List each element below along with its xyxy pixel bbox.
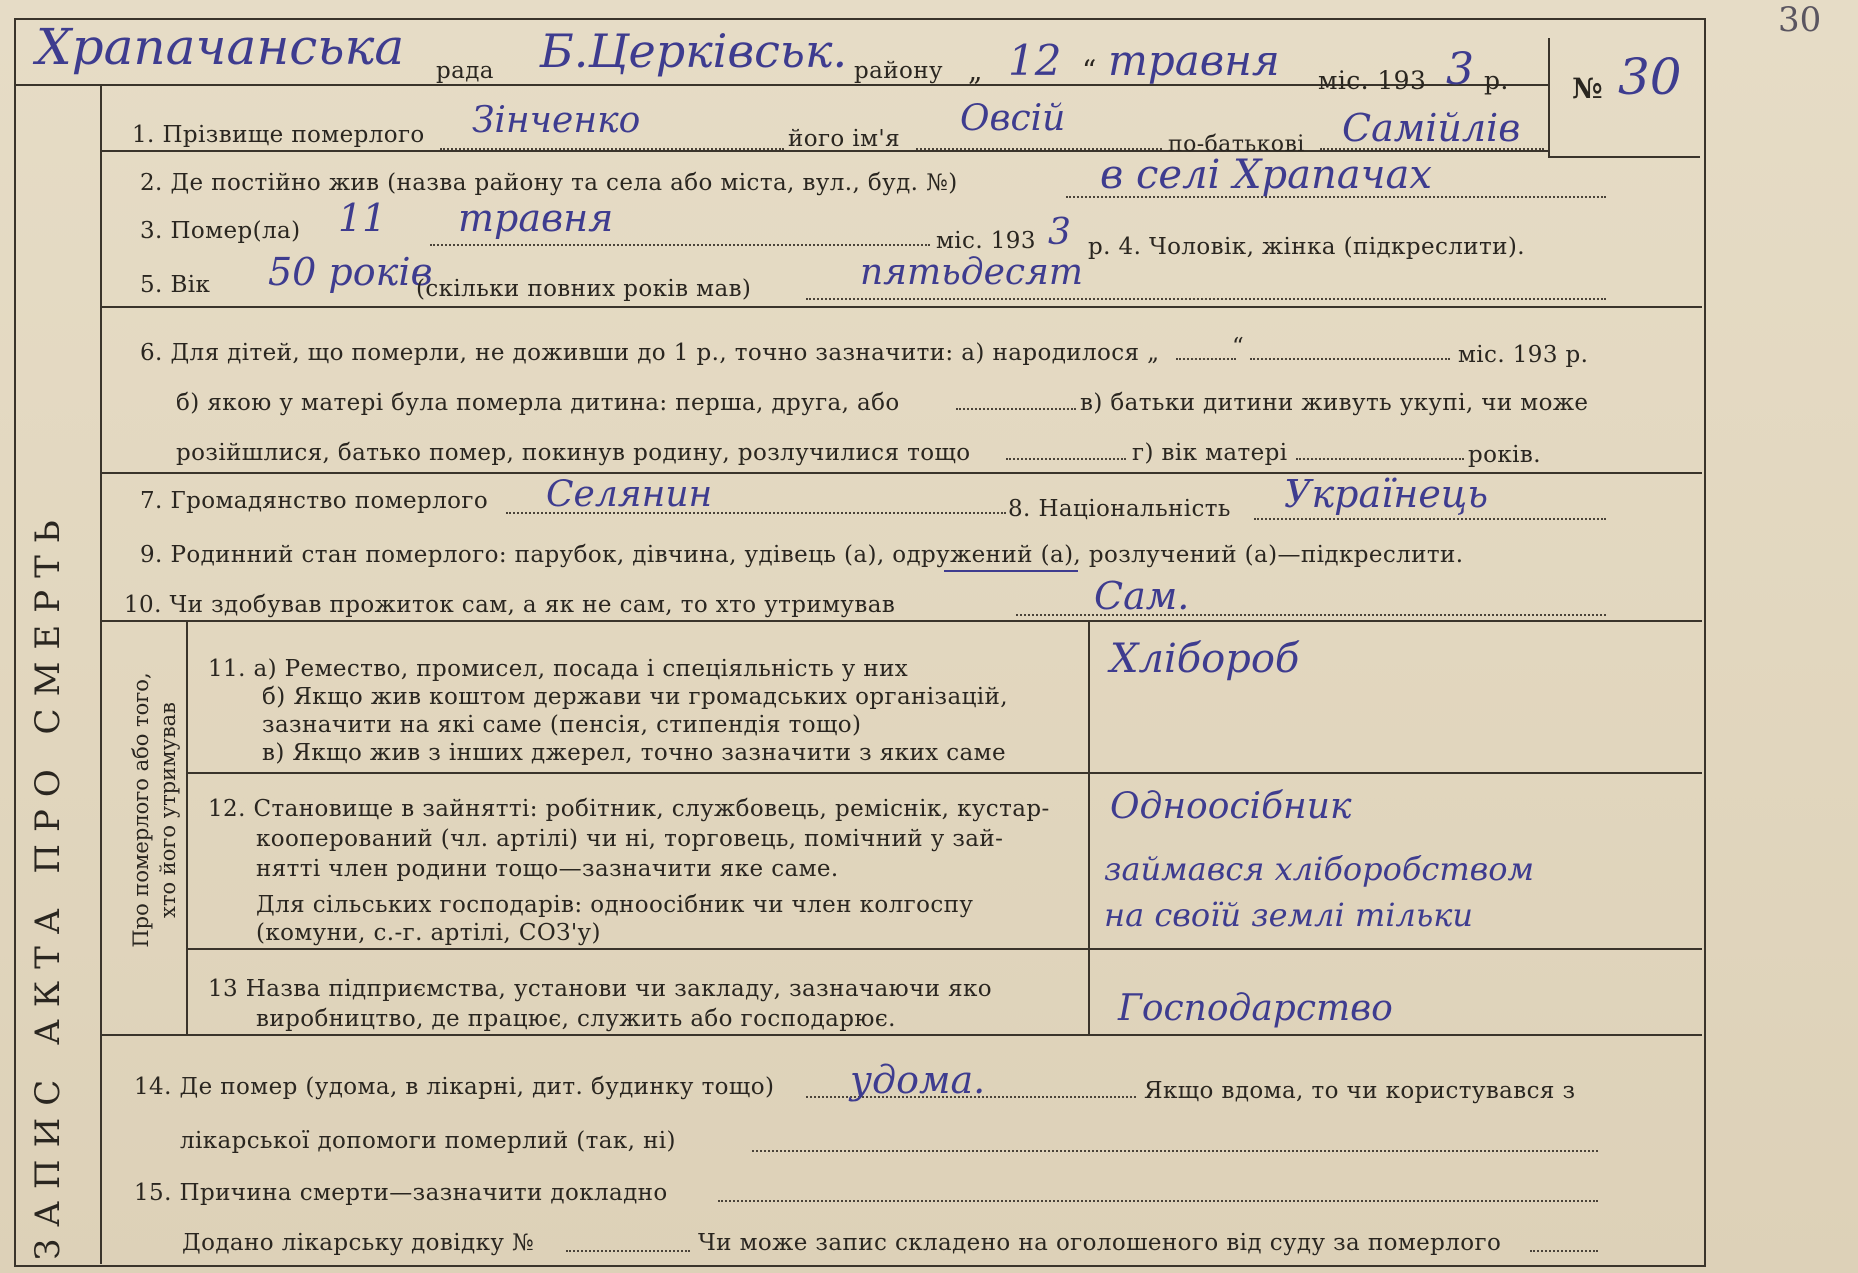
field-5-line — [806, 298, 1606, 300]
left-column-line — [100, 84, 102, 1014]
left-column-line-lower — [100, 1014, 102, 1264]
field-8-line — [1254, 518, 1606, 520]
field-14-label: 14. Де помер (удома, в лікарні, дит. будинку тощо) — [134, 1074, 775, 1100]
field-3-label: 3. Помер(ла) — [140, 218, 301, 244]
day-open-quote: „ — [968, 54, 983, 87]
field-16-line — [566, 1250, 690, 1252]
occupation-mid-line — [1088, 620, 1090, 1034]
death-day-hw: 11 — [338, 196, 387, 240]
field-12-line2: кооперований (чл. артілі) чи ні, торговець, помічний у зай- — [256, 826, 1004, 852]
age-hw: 50 років — [268, 250, 433, 294]
field-7-label: 7. Громадянство померлого — [140, 488, 489, 514]
employment-hw-2: займався хліборобством — [1104, 850, 1535, 888]
married-underline — [944, 570, 1078, 572]
occupation-hw: Хлібороб — [1110, 636, 1300, 682]
place-of-death-hw: удома. — [850, 1058, 986, 1102]
field-14b-line — [752, 1150, 1598, 1152]
death-month-year-label: міс. 193 — [936, 228, 1036, 254]
row-divider — [100, 306, 1702, 308]
age-label: (скільки повних років мав) — [416, 276, 752, 302]
council-name-hw: Храпачанська — [36, 18, 405, 76]
raion-label: району — [854, 58, 943, 84]
field-6g-line — [1296, 458, 1464, 460]
employment-hw-1: Одноосібник — [1110, 786, 1352, 827]
field-5-label: 5. Вік — [140, 272, 211, 298]
patronymic-label: по-батькові — [1168, 132, 1305, 157]
record-number-hw: 30 — [1618, 48, 1682, 106]
field-11-line3: зазначити на які саме (пенсія, стипендія тощо) — [262, 712, 862, 738]
field-6-line3c: років. — [1468, 442, 1541, 468]
field-13-line2: виробництво, де працює, служить або господарює. — [256, 1006, 896, 1032]
row-divider — [100, 620, 1702, 622]
field-12-line4: Для сільських господарів: одноосібник чи член колгоспу — [256, 892, 974, 918]
field-2-label: 2. Де постійно жив (назва району та села або міста, вул., буд. №) — [140, 170, 958, 196]
citizenship-hw: Селянин — [546, 474, 713, 515]
row-divider — [186, 948, 1702, 950]
occupation-left-line — [186, 620, 188, 1034]
field-6-line3b: г) вік матері — [1132, 440, 1288, 466]
field-12-line1: 12. Становище в зайнятті: робітник, службовець, реміснік, кустар- — [208, 796, 1050, 822]
field-14-label2: Якщо вдома, то чи користувався з — [1144, 1078, 1576, 1104]
record-day-hw: 12 — [1008, 36, 1062, 85]
rada-label: рада — [436, 58, 494, 84]
field-6-line2b: в) батьки дитини живуть укупі, чи може — [1080, 390, 1589, 416]
field-13-line1: 13 Назва підприємства, установи чи закладу, зазначаючи яко — [208, 976, 993, 1002]
corner-number-hw: 30 — [1778, 0, 1822, 40]
surname-hw: Зінченко — [472, 100, 641, 141]
field-1-line — [440, 148, 784, 150]
field-6-month-line — [1250, 358, 1450, 360]
field-15-label: 15. Причина смерти—зазначити докладно — [134, 1180, 668, 1206]
year-suffix: р. — [1484, 66, 1509, 95]
field-11-line2: б) Якщо жив коштом держави чи громадських організацій, — [262, 684, 1008, 710]
field-16-label: Додано лікарську довідку № — [182, 1230, 535, 1256]
enterprise-hw: Господарство — [1118, 988, 1393, 1029]
field-11-line1: 11. а) Ремество, промисел, посада і спеціяльність у них — [208, 656, 909, 682]
number-label: № — [1572, 72, 1603, 105]
field-3-line — [430, 244, 930, 246]
row-divider — [186, 772, 1702, 774]
field-16b-line — [1530, 1250, 1598, 1252]
supporter-hw: Сам. — [1094, 574, 1190, 618]
occupation-side-note — [128, 610, 182, 1010]
death-month-hw: травня — [458, 196, 614, 240]
field-4-label: р. 4. Чоловік, жінка (підкреслити). — [1088, 234, 1525, 260]
field-10-label: 10. Чи здобував прожиток сам, а як не сам, то хто утримував — [124, 592, 896, 618]
field-6v-line — [1006, 458, 1126, 460]
field-6b-line — [956, 408, 1076, 410]
field-12-line5: (комуни, с.-г. артілі, СОЗ'у) — [256, 920, 601, 946]
death-year-hw: 3 — [1048, 212, 1071, 253]
field-8-label: 8. Національність — [1008, 496, 1231, 522]
field-1-label: 1. Прізвище померлого — [132, 122, 425, 148]
field-14-line2: лікарської допомоги померлий (так, ні) — [180, 1128, 676, 1154]
record-month-hw: травня — [1108, 36, 1280, 85]
field-6-quote: “ — [1232, 334, 1245, 360]
field-16-label2: Чи може запис складено на оголошеного від суду за померлого — [698, 1230, 1502, 1256]
day-close-quote: “ — [1082, 54, 1097, 87]
field-6-year: міс. 193 р. — [1458, 342, 1589, 368]
side-note-line1: Про померлого або того, — [129, 672, 153, 948]
age-words-hw: пятьдесят — [860, 252, 1084, 293]
field-11-line4: в) Якщо жив з інших джерел, точно зазначити з яких саме — [262, 740, 1006, 766]
month-year-label: міс. 193 — [1318, 66, 1427, 95]
record-year-hw: 3 — [1446, 44, 1474, 95]
patronymic-hw: Самійлів — [1342, 106, 1521, 150]
district-name-hw: Б.Церківськ. — [540, 24, 848, 78]
field-12-line3: нятті член родини тощо—зазначити яке саме. — [256, 856, 839, 882]
given-name-hw: Овсій — [960, 98, 1066, 139]
field-6-line2: б) якою у матері була померла дитина: перша, друга, або — [176, 390, 900, 416]
row-divider — [100, 1034, 1702, 1036]
field-6-line3: розійшлися, батько помер, покинув родину, розлучилися тощо — [176, 440, 971, 466]
side-title: ЗАПИС АКТА ПРО СМЕРТЬ — [28, 508, 68, 1260]
field-6-day-line — [1176, 358, 1236, 360]
field-6-line1: 6. Для дітей, що померли, не доживши до 1 р., точно зазначити: а) народилося „ — [140, 340, 1160, 366]
field-15-line — [718, 1200, 1598, 1202]
field-9-label: 9. Родинний стан померлого: парубок, дівчина, удівець (а), одружений (а), розлучений (а)—підкреслити. — [140, 542, 1464, 568]
given-name-label: його ім'я — [788, 126, 901, 152]
employment-hw-3: на своїй землі тільки — [1104, 896, 1473, 934]
side-note-line2: хто його утримував — [156, 702, 180, 919]
nationality-hw: Українець — [1284, 472, 1489, 516]
residence-hw: в селі Храпачах — [1100, 152, 1432, 198]
given-name-line — [916, 148, 1162, 150]
